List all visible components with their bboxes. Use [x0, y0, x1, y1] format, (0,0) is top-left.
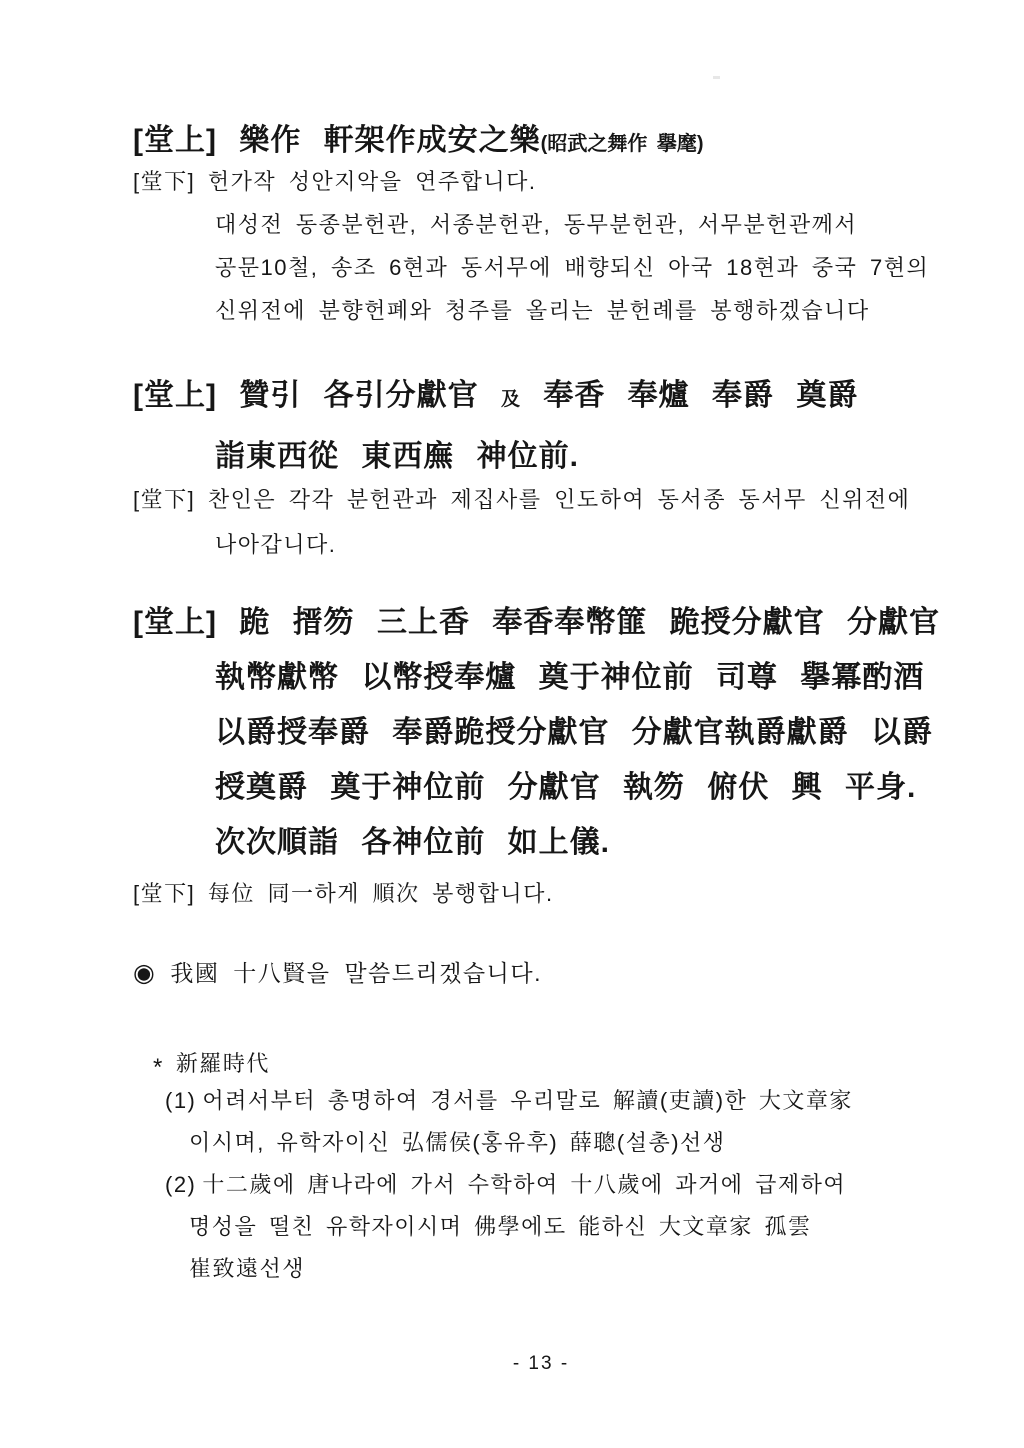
item-line: 명성을 떨친 유학자이시며 佛學에도 能하신 大文章家 孤雲: [189, 1214, 812, 1239]
body-line: [堂下] 헌가작 성안지악을 연주합니다.: [133, 169, 537, 194]
announcement-line: [0, 953, 1024, 993]
item-text: 十二歲에 唐나라에 가서 수학하여 十八歲에 과거에 급제하여: [202, 1172, 847, 1197]
heading-line: [0, 367, 1024, 428]
body-line: 나아갑니다.: [215, 532, 337, 557]
body-line: [堂下] 찬인은 각각 분헌관과 제집사를 인도하여 동서종 동서무 신위전에: [133, 487, 911, 512]
body-line: 대성전 동종분헌관, 서종분헌관, 동무분헌관, 서무분헌관께서: [215, 212, 858, 237]
item-line: 崔致遠선생: [189, 1256, 306, 1281]
era-heading: [0, 1046, 1024, 1082]
section-2-body: [0, 477, 1024, 567]
heading-line: [堂上] 跪 搢笏 三上香 奉香奉幣篚 跪授分獻官 分獻官: [133, 606, 940, 639]
item-number: (1): [165, 1088, 197, 1113]
section-3-heading: [0, 595, 1024, 870]
heading-line: 執幣獻幣 以幣授奉爐 奠于神位前 司尊 擧冪酌酒: [215, 661, 925, 694]
asterisk-marker-icon: *: [153, 1054, 164, 1081]
heading-text-pre: [堂上] 贊引 各引分獻官: [133, 379, 501, 412]
heading-main-text: [堂上] 樂作 軒架作成安之樂: [133, 124, 541, 157]
scan-artifact-mark: [713, 76, 720, 79]
section-1-body: [0, 160, 1024, 332]
section-2-heading: [0, 367, 1024, 485]
heading-note-text: (昭武之舞作 擧麾): [540, 133, 704, 155]
heading-line: 次次順詣 各神位前 如上儀.: [215, 826, 611, 859]
item-line: 이시며, 유학자이신 弘儒侯(홍유후) 薛聰(설총)선생: [189, 1130, 726, 1155]
item-line: [0, 1164, 1024, 1206]
heading-text-post: 奉香 奉爐 奉爵 奠爵: [521, 379, 859, 412]
announcement-text: 我國 十八賢을 말씀드리겠습니다.: [170, 960, 542, 986]
era-item-2: [0, 1164, 1024, 1290]
heading-small-char: 及: [501, 389, 522, 410]
era-item-1: [0, 1080, 1024, 1164]
item-line: [0, 1080, 1024, 1122]
heading-line: 以爵授奉爵 奉爵跪授分獻官 分獻官執爵獻爵 以爵: [215, 716, 934, 749]
item-number: (2): [165, 1172, 197, 1197]
heading-line: 授奠爵 奠于神位前 分獻官 執笏 俯伏 興 平身.: [215, 771, 917, 804]
fisheye-bullet-icon: ◉: [133, 959, 157, 987]
section-3-body: [0, 872, 1024, 915]
page-number: - 13 -: [512, 1353, 570, 1374]
body-line: 신위전에 분향헌폐와 청주를 올리는 분헌례를 봉행하겠습니다: [215, 298, 870, 323]
body-line: 공문10철, 송조 6현과 동서무에 배향되신 아국 18현과 중국 7현의: [215, 255, 930, 280]
heading-line: 詣東西從 東西廡 神位前.: [215, 440, 580, 473]
item-text: 어려서부터 총명하여 경서를 우리말로 解讀(吏讀)한 大文章家: [202, 1088, 853, 1113]
body-line: [堂下] 每位 同一하게 順次 봉행합니다.: [133, 881, 554, 906]
era-title: 新羅時代: [175, 1051, 270, 1076]
era-heading-line: [0, 1046, 1024, 1082]
announcement: [0, 953, 1024, 993]
